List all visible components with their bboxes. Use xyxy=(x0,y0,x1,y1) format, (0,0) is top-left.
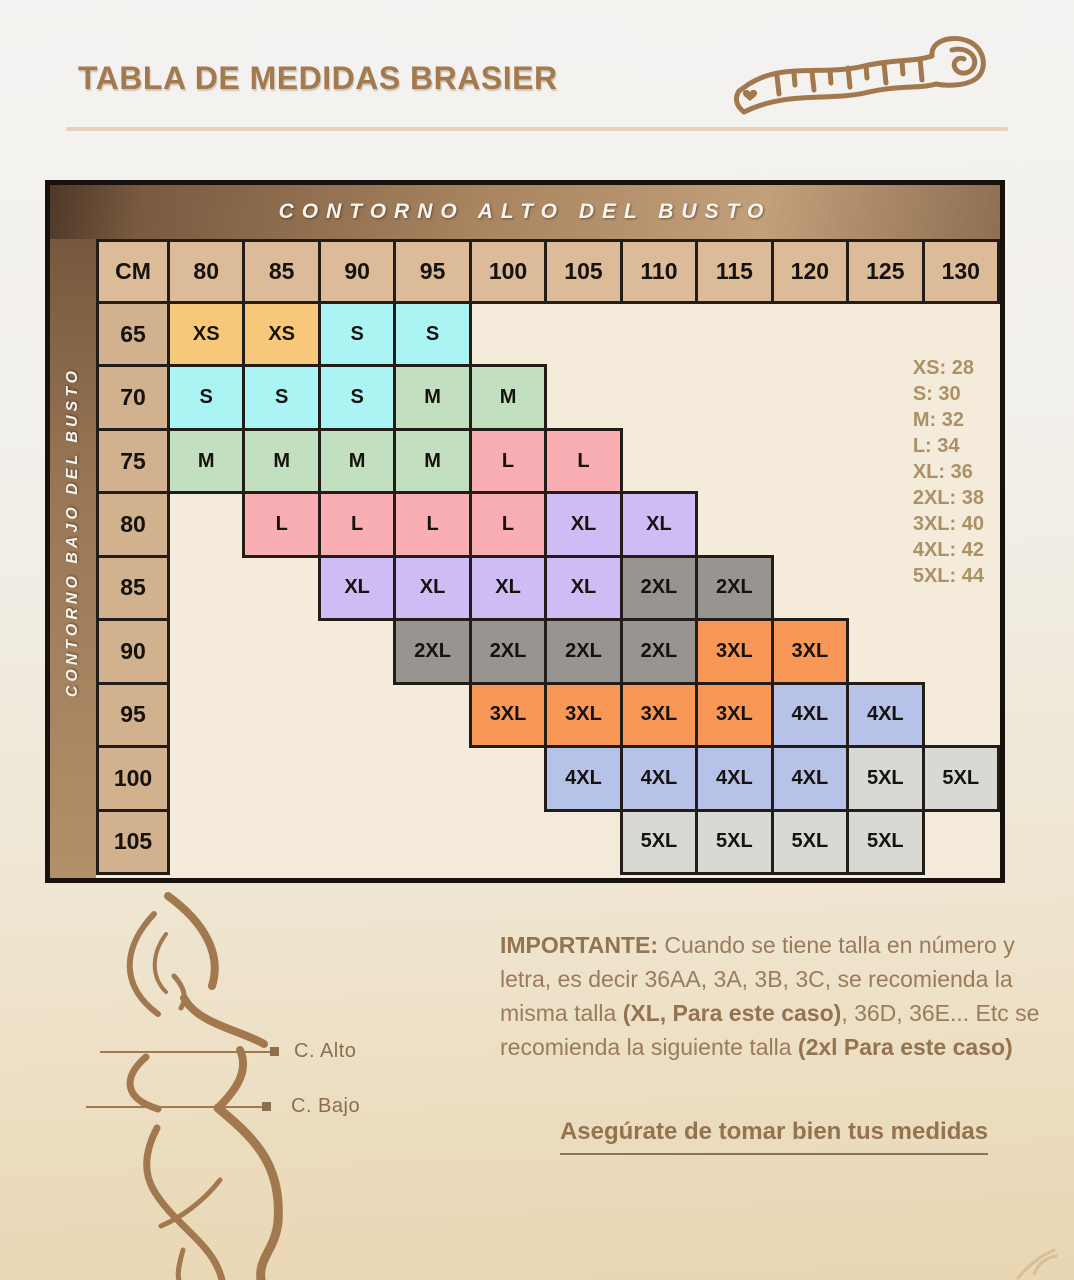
empty-cell xyxy=(546,366,621,429)
empty-cell xyxy=(244,810,319,874)
column-header-115: 115 xyxy=(697,241,772,303)
column-header-125: 125 xyxy=(848,241,923,303)
empty-cell xyxy=(923,683,998,746)
size-cell-85-110: 2XL xyxy=(621,556,696,619)
empty-cell xyxy=(319,747,394,810)
corner-header-cm: CM xyxy=(98,241,169,303)
size-cell-75-105: L xyxy=(546,429,621,492)
empty-cell xyxy=(772,556,847,619)
empty-cell xyxy=(772,303,847,366)
note-bold-segment: (2xl Para este caso) xyxy=(797,1034,1013,1060)
empty-cell xyxy=(244,620,319,683)
decorative-leaf-sketch xyxy=(1010,1240,1070,1280)
empty-cell xyxy=(169,620,244,683)
top-header-label: CONTORNO ALTO DEL BUSTO xyxy=(278,200,772,223)
size-cell-85-100: XL xyxy=(470,556,545,619)
empty-cell xyxy=(169,683,244,746)
empty-cell xyxy=(395,747,470,810)
empty-cell xyxy=(319,620,394,683)
empty-cell xyxy=(923,620,998,683)
title-divider xyxy=(66,127,1008,131)
measuring-tape-icon xyxy=(728,32,992,126)
empty-cell xyxy=(697,366,772,429)
empty-cell xyxy=(848,303,923,366)
empty-cell xyxy=(546,303,621,366)
size-cell-90-120: 3XL xyxy=(772,620,847,683)
size-cell-95-105: 3XL xyxy=(546,683,621,746)
reminder-wrap xyxy=(498,1118,1050,1155)
left-header-label: CONTORNO BAJO DEL BUSTO xyxy=(64,366,81,697)
size-cell-80-105: XL xyxy=(546,493,621,556)
empty-cell xyxy=(169,810,244,874)
legend-item: M: 32 xyxy=(912,409,964,431)
size-cell-80-85: L xyxy=(244,493,319,556)
empty-cell xyxy=(169,493,244,556)
size-cell-95-100: 3XL xyxy=(470,683,545,746)
size-chart-table xyxy=(45,180,1005,883)
empty-cell xyxy=(319,683,394,746)
size-cell-90-110: 2XL xyxy=(621,620,696,683)
empty-cell xyxy=(621,429,696,492)
row-header-90: 90 xyxy=(98,620,169,683)
table-body-panel xyxy=(96,239,1000,878)
empty-cell xyxy=(697,429,772,492)
size-cell-70-100: M xyxy=(470,366,545,429)
empty-cell xyxy=(848,556,923,619)
empty-cell xyxy=(923,810,998,874)
size-cell-90-105: 2XL xyxy=(546,620,621,683)
size-cell-70-90: S xyxy=(319,366,394,429)
row-header-70: 70 xyxy=(98,366,169,429)
size-cell-90-95: 2XL xyxy=(395,620,470,683)
note-segment: Cuando se tiene talla en número y letra, es decir 36AA, 3A, 3B, 3C, se recomienda la misma talla xyxy=(500,932,1015,1026)
legend-item: XL: 36 xyxy=(912,461,973,483)
column-header-85: 85 xyxy=(244,241,319,303)
legend-item: 5XL: 44 xyxy=(912,565,984,587)
size-cell-105-125: 5XL xyxy=(848,810,923,874)
empty-cell xyxy=(772,366,847,429)
column-header-120: 120 xyxy=(772,241,847,303)
row-header-100: 100 xyxy=(98,747,169,810)
row-header-85: 85 xyxy=(98,556,169,619)
size-cell-80-95: L xyxy=(395,493,470,556)
bajo-measure-marker xyxy=(262,1102,271,1111)
size-cell-85-115: 2XL xyxy=(697,556,772,619)
empty-cell xyxy=(244,556,319,619)
row-header-80: 80 xyxy=(98,493,169,556)
column-header-90: 90 xyxy=(319,241,394,303)
alto-measure-label: C. Alto xyxy=(294,1040,357,1062)
size-cell-65-80: XS xyxy=(169,303,244,366)
size-cell-70-80: S xyxy=(169,366,244,429)
bajo-measure-label: C. Bajo xyxy=(291,1095,361,1117)
legend-item: XS: 28 xyxy=(912,357,974,379)
size-cell-75-95: M xyxy=(395,429,470,492)
size-cell-70-95: M xyxy=(395,366,470,429)
important-note xyxy=(500,928,1052,1064)
size-cell-85-105: XL xyxy=(546,556,621,619)
legend-item: 4XL: 42 xyxy=(912,539,984,561)
column-header-80: 80 xyxy=(169,241,244,303)
size-cell-95-120: 4XL xyxy=(772,683,847,746)
row-header-105: 105 xyxy=(98,810,169,874)
size-cell-95-115: 3XL xyxy=(697,683,772,746)
size-cell-80-110: XL xyxy=(621,493,696,556)
column-header-105: 105 xyxy=(546,241,621,303)
size-cell-65-90: S xyxy=(319,303,394,366)
size-cell-85-90: XL xyxy=(319,556,394,619)
empty-cell xyxy=(470,303,545,366)
legend-item: 2XL: 38 xyxy=(912,487,984,509)
size-cell-100-115: 4XL xyxy=(697,747,772,810)
empty-cell xyxy=(546,810,621,874)
size-cell-90-100: 2XL xyxy=(470,620,545,683)
size-cell-100-130: 5XL xyxy=(923,747,998,810)
size-cell-90-115: 3XL xyxy=(697,620,772,683)
size-cell-95-110: 3XL xyxy=(621,683,696,746)
size-cell-75-85: M xyxy=(244,429,319,492)
bajo-measure-line xyxy=(86,1106,262,1108)
size-cell-75-100: L xyxy=(470,429,545,492)
size-cell-100-120: 4XL xyxy=(772,747,847,810)
size-cell-105-110: 5XL xyxy=(621,810,696,874)
empty-cell xyxy=(772,493,847,556)
row-header-65: 65 xyxy=(98,303,169,366)
size-cell-95-125: 4XL xyxy=(848,683,923,746)
empty-cell xyxy=(848,620,923,683)
size-cell-100-125: 5XL xyxy=(848,747,923,810)
size-cell-80-90: L xyxy=(319,493,394,556)
row-header-75: 75 xyxy=(98,429,169,492)
size-cell-85-95: XL xyxy=(395,556,470,619)
legend-item: 3XL: 40 xyxy=(912,513,984,535)
table-left-header-band xyxy=(50,185,96,878)
empty-cell xyxy=(470,810,545,874)
size-cell-105-120: 5XL xyxy=(772,810,847,874)
size-cell-75-80: M xyxy=(169,429,244,492)
column-header-130: 130 xyxy=(923,241,998,303)
column-header-110: 110 xyxy=(621,241,696,303)
empty-cell xyxy=(848,366,923,429)
note-bold-segment: IMPORTANTE: xyxy=(500,932,665,958)
note-bold-segment: (XL, Para este caso) xyxy=(622,1000,842,1026)
size-cell-75-90: M xyxy=(319,429,394,492)
size-cell-100-110: 4XL xyxy=(621,747,696,810)
alto-measure-marker xyxy=(270,1047,279,1056)
size-cell-80-100: L xyxy=(470,493,545,556)
empty-cell xyxy=(169,556,244,619)
empty-cell xyxy=(395,810,470,874)
column-header-95: 95 xyxy=(395,241,470,303)
legend-item: L: 34 xyxy=(912,435,960,457)
empty-cell xyxy=(772,429,847,492)
table-top-header-band xyxy=(50,185,1000,239)
size-legend xyxy=(913,355,984,589)
empty-cell xyxy=(169,747,244,810)
size-grid xyxy=(96,239,1000,875)
empty-cell xyxy=(244,747,319,810)
empty-cell xyxy=(395,683,470,746)
empty-cell xyxy=(319,810,394,874)
empty-cell xyxy=(848,493,923,556)
size-cell-65-85: XS xyxy=(244,303,319,366)
size-cell-65-95: S xyxy=(395,303,470,366)
empty-cell xyxy=(848,429,923,492)
empty-cell xyxy=(621,303,696,366)
female-silhouette-drawing xyxy=(62,892,392,1280)
empty-cell xyxy=(697,303,772,366)
alto-measure-line xyxy=(100,1051,270,1053)
empty-cell xyxy=(244,683,319,746)
empty-cell xyxy=(697,493,772,556)
size-cell-70-85: S xyxy=(244,366,319,429)
reminder-text: Asegúrate de tomar bien tus medidas xyxy=(560,1118,988,1155)
note-segment: , 36D, 36E... Etc se recomienda la siguiente talla xyxy=(500,1000,1040,1060)
size-cell-105-115: 5XL xyxy=(697,810,772,874)
row-header-95: 95 xyxy=(98,683,169,746)
empty-cell xyxy=(621,366,696,429)
page-title: TABLA DE MEDIDAS BRASIER xyxy=(78,60,558,96)
column-header-100: 100 xyxy=(470,241,545,303)
legend-item: S: 30 xyxy=(912,383,961,405)
size-cell-100-105: 4XL xyxy=(546,747,621,810)
empty-cell xyxy=(470,747,545,810)
